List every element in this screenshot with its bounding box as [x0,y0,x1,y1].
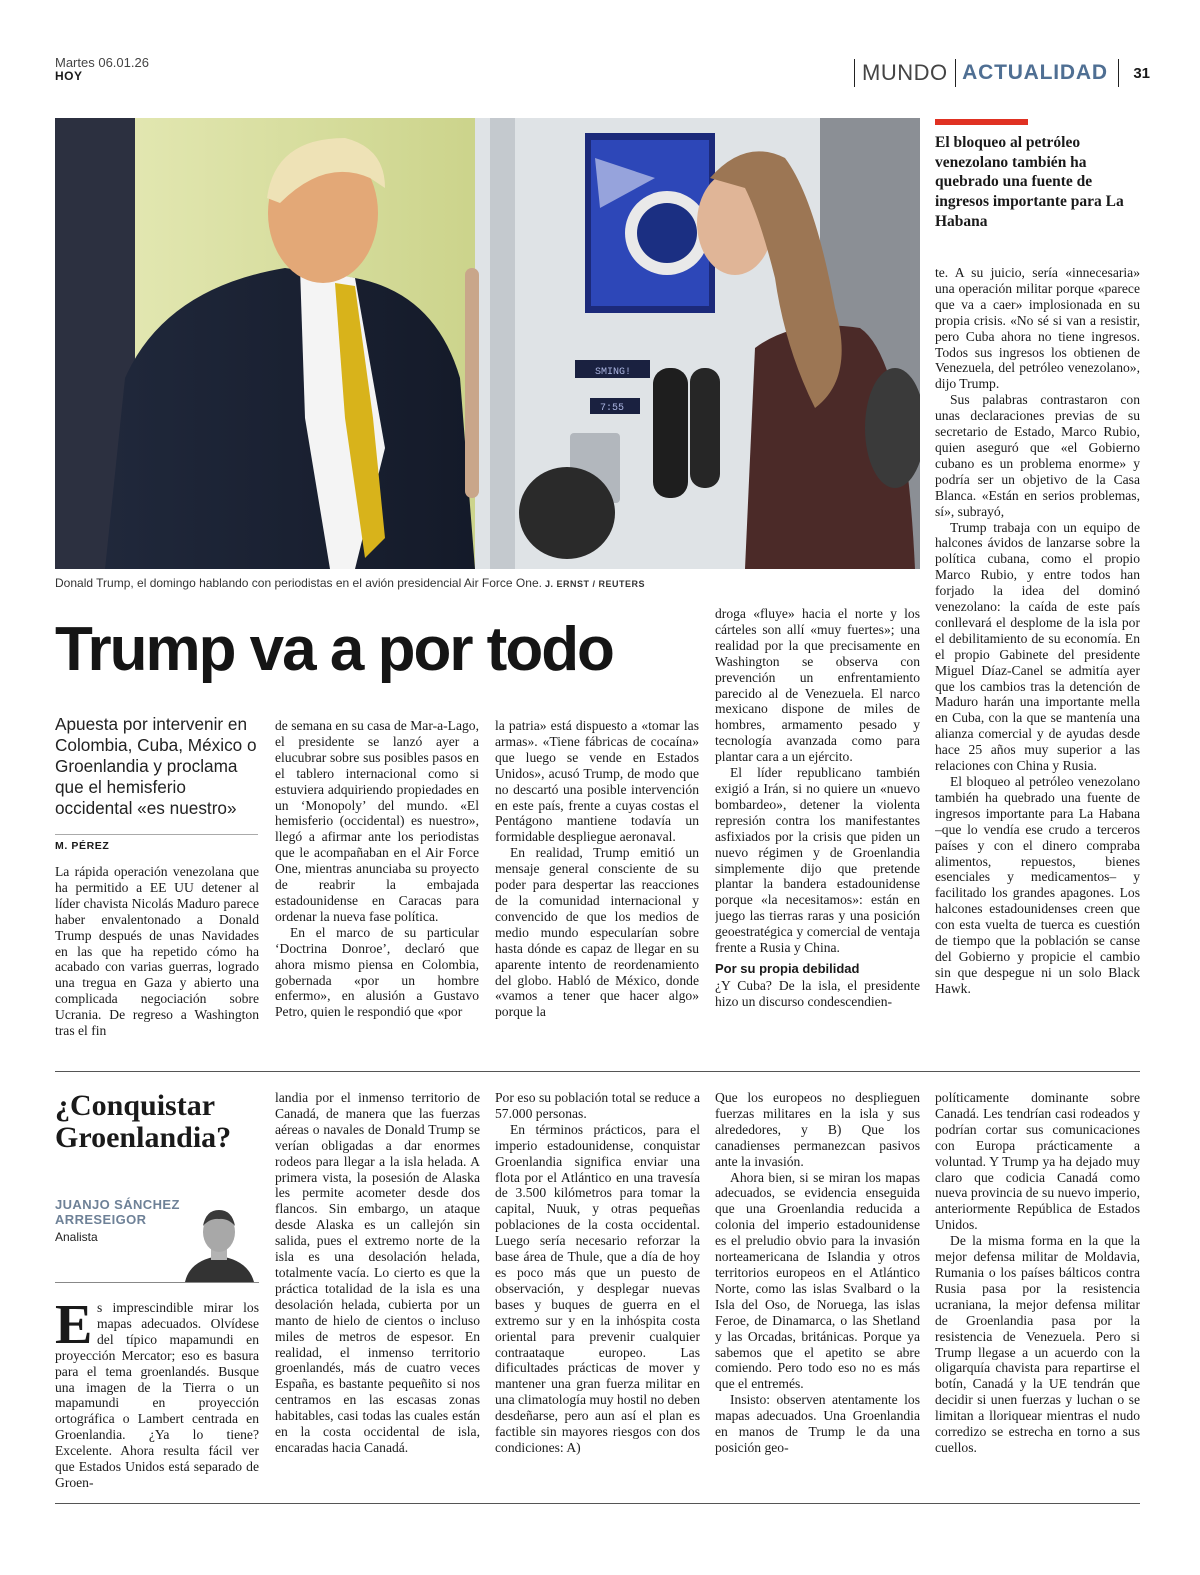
opinion-column-2 [275,1090,480,1495]
byline-rule [55,834,258,835]
accent-rule [935,119,1028,125]
paragraph: de semana en su casa de Mar-a-Lago, el presidente se lanzó ayer a elucubrar sobre sus posibles pasos en el tablero internacional como si estuviera adquiriendo propiedades en un ‘Monopoly’ del mundo. «El hemisferio (occidental) es nuestro», llegó a afirmar ante los periodistas que le acompañaban en el Air Force One, mientras anunciaba su proyecto de reabrir la embajada estadounidense en Caracas para ordenar la nueva fase política. [275,718,479,924]
article-byline: M. PÉREZ [55,840,110,852]
main-photo [55,118,920,569]
section-rule [55,1071,1140,1072]
article-column-4 [715,606,920,1044]
photo-credit: J. ERNST / REUTERS [544,579,645,589]
subsection-name: ACTUALIDAD [962,61,1108,84]
article-standfirst: Apuesta por intervenir en Colombia, Cuba, México o Groenlandia y proclama que el hemisferio occidental «es nuestro» [55,714,257,818]
paragraph: Trump trabaja con un equipo de halcones ávidos de lanzarse sobre la política cubana, como el propio Marco Rubio, y entre todos han forjado la idea del dominó venezolano: la caída de este país conllevará el desplome de la isla por el debilitamiento de su economía. En el propio Gabinete del presidente Miguel Díaz-Canel se admitía ayer que los cambios tras la detención de Maduro harán una importante mella en Cuba, con la que se mantenía una alianza comercial y de ayudas desde hace 25 años muy superior a las relaciones con China y Rusia. [935,519,1140,774]
photo-caption [55,576,645,591]
article-column-3 [495,718,699,1044]
article-headline: Trump va a por todo [55,615,613,684]
paragraph: ¿Y Cuba? De la isla, el presidente hizo un discurso condescendien- [715,977,920,1009]
side-headline: El bloqueo al petróleo venezolano también ha quebrado una fuente de ingresos importante para La Habana [935,134,1124,230]
paragraph: te. A su juicio, sería «innecesaria» una operación militar porque «parece que va a caer» implosionada en su propia crisis. «No sé si van a resistir, pero Cuba ahora no tiene ingresos. Todos sus ingresos los obtienen de Venezuela, del petróleo venezolano», dijo Trump. [935,265,1140,392]
opinion-column-3 [495,1090,700,1495]
paragraph: La rápida operación venezolana que ha permitido a EE UU detener al líder chavista Nicolás Maduro parece haber envalentonado a Donald Trump después de unas Navidades en las que ha repetido cómo ha acabado con varias guerras, logrado una tregua en Gaza y abierto una complicada negociación sobre Ucrania. De regreso a Washington tras el fin [55,864,259,1039]
section-name: MUNDO [862,60,948,85]
article-subhead: Por su propia debilidad [715,960,860,976]
paragraph: landia por el inmenso territorio de Canadá, de manera que las fuerzas aéreas o navales de Donald Trump se verían obligadas a dar enormes rodeos para llegar a la isla helada. A primera vista, la posesión de Alaska les permite acometer desde dos flancos. Sin embargo, un ataque desde Alaska es un callejón sin salida, pues el extremo norte de la isla es una desolación helada, totalmente vacía. Lo cierto es que la práctica totalidad de la isla es una desolación helada, cubierta por un manto de hielo de cientos o incluso miles de metros de espesor. En realidad, el inmenso territorio groenlandés, más de cuatro veces España, es bastante pequeñito si nos centramos en las escasas zonas habitables, casi todas las cuales están en la costa occidental de isla, encaradas hacia Canadá. [275,1090,480,1455]
opinion-column-4 [715,1090,920,1495]
paragraph: la patria» está dispuesto a «tomar las armas». «Tiene fábricas de cocaína» que luego se vende en Estados Unidos», acusó Trump, de modo que no descartó una posible intervención en este país, frente a cuyas costas el Pentágono mantiene todavía un formidable despliegue aeronaval. [495,718,699,845]
paragraph: Insisto: observen atentamente los mapas adecuados. Una Groenlandia en manos de Trump le da una posición geo- [715,1392,920,1455]
paragraph: De la misma forma en la que la mejor defensa militar de Moldavia, Rumania o los países bálticos contra Rusia pasa por la resistencia ucraniana, la mejor defensa militar de Groenlandia pasa por la resistencia de Venezuela. Pero si Trump llegase a un acuerdo con la oligarquía chavista para repartirse el botín, Canadá y la UE tendrán que decidir si unen fuerzas y luchan o se limitan a lloriquear mientras el nudo corredizo se estrecha en torno a sus cuellos. [935,1233,1140,1455]
paragraph: Que los europeos no desplieguen fuerzas militares en la isla y sus alrededores, y B) Que los canadienses permanezcan pasivos ante la invasión. [715,1090,920,1169]
author-rule [55,1282,259,1283]
paragraph: El líder republicano también exigió a Irán, si no quiere un «nuevo bombardeo», detener la violenta represión contra los manifestantes asfixiados por la crisis que piden un nuevo régimen y de Groenlandia simplemente dijo que pretende plantar la bandera estadounidense porque «la necesitamos»: están en juego las tierras raras y una posición geoestratégica y comercial de ventaja frente a Rusia y China. [715,765,920,956]
page-number: 31 [1133,64,1150,82]
paragraph: El bloqueo al petróleo venezolano también ha quebrado una fuente de ingresos importante para La Habana –que lo vendía ese crudo a terceros países y con el dinero compraba alimentos, repuestos, bienes esenciales y medicamentos– y facilitado los grandes apagones. Los halcones estadounidenses creen que con esta vuelta de tuerca es cuestión de tiempo que la población se canse del Gobierno y propicie el cambio sin que despegue ni un solo Black Hawk. [935,774,1140,996]
author-portrait [180,1198,258,1282]
screen-text: SMING! [595,367,632,378]
section-header [854,58,1150,88]
drop-cap-space [55,1300,97,1346]
bottom-rule [55,1503,1140,1504]
paragraph: políticamente dominante sobre Canadá. Les tendrían casi rodeados y podrían cortar sus comunicaciones con Europa prácticamente a voluntad. Y Trump ya ha dejado muy claro que codicia Canadá como nueva provincia de su nuevo imperio, anteriormente República de Estados Unidos. [935,1090,1140,1233]
paragraph: Sus palabras contrastaron con unas declaraciones previas de su secretario de Estado, Marco Rubio, quien aseguró que «el Gobierno cubano es un problema enorme» y podría ser un objetivo de la Casa Blanca. «Están en serios problemas, sí», subrayó, [935,392,1140,519]
opinion-author-role: Analista [55,1230,98,1244]
header-publication: HOY [55,69,83,83]
caption-text: Donald Trump, el domingo hablando con periodistas en el avión presidencial Air Force One. [55,576,542,590]
header-date: Martes 06.01.26 [55,55,149,70]
drop-cap: E [55,1294,93,1356]
opinion-column-5 [935,1090,1140,1495]
article-column-2 [275,718,479,1044]
opinion-column-1 [55,1294,259,1495]
paragraph: Por eso su población total se reduce a 57.000 personas. [495,1090,700,1121]
article-column-5 [935,265,1140,1044]
photo-illustration [55,118,920,569]
paragraph: Ahora bien, si se miran los mapas adecuados, se evidencia enseguida que una Groenlandia reducida a colonia del imperio estadounidense es el preludio obvio para la invasión norteamericana de Islandia y otros territorios europeos en el Atlántico Norte, como las islas Svalbard o la Isla del Oso, de Noruega, las islas Feroe, de Dinamarca, o las Shetland y las Orcadas, británicas. Porque ya sabemos que el apetito se abre comiendo. Pero todo eso no es más que el entremés. [715,1169,920,1392]
paragraph: s imprescindible mirar los mapas adecuados. Olvídese del típico mapamundi en proyección Mercator; eso es basura para el tema groenlandés. Busque una imagen de la Tierra o un mapamundi en proyección ortográfica o Lambert centrada en Groenlandia. ¿Ya lo tiene? Excelente. Ahora resulta fácil ver que Estados Unidos está separado de Groen- [55,1300,259,1490]
screen-clock: 7:55 [600,403,625,414]
opinion-title: ¿Conquistar Groenlandia? [55,1089,232,1154]
author-photo [180,1198,258,1282]
opinion-author: JUANJO SÁNCHEZ ARRESEIGOR [55,1197,180,1227]
paragraph: droga «fluye» hacia el norte y los cárteles son allí «muy fuertes»; una realidad por la que precisamente en Washington se observa con prevención un enfrentamiento parecido al de Venezuela. El narco mexicano dispone de miles de hombres, armamento pesado y tecnología avanzada como para plantar cara a un ejército. [715,606,920,765]
paragraph: En realidad, Trump emitió un mensaje general consciente de su poder para despertar las reacciones de la comunidad internacional y convencido de que los medios de medio mundo especularían sobre hasta dónde es capaz de llegar en su aparente intento de reordenamiento del globo. Habló de México, donde «vamos a tener que hacer algo» porque la [495,845,699,1020]
paragraph: En términos prácticos, para el imperio estadounidense, conquistar Groenlandia significa enviar una flota por el Atlántico en una travesía de 3.500 kilómetros para tomar la capital, Nuuk, y otras pequeñas poblaciones de la costa occidental. Luego sería necesario reforzar la base área de Thule, que a día de hoy es poco más que un puesto de observación, y desplegar nuevas bases y buques de guerra en el extremo sur y en la inhóspita costa oriental para prevenir cualquier contraataque europeo. Las dificultades prácticas de mover y mantener una gran fuerza militar en una climatología muy hostil no deben desdeñarse, pero aun así el plan es factible sin mayores riesgos con dos condiciones: A) [495,1121,700,1455]
paragraph: En el marco de su particular ‘Doctrina Donroe’, declaró que ahora mismo piensa en Colombia, gobernada «por un hombre enfermo», en alusión a Gustavo Petro, quien le respondió que «por [275,924,479,1020]
article-column-1 [55,864,259,1044]
